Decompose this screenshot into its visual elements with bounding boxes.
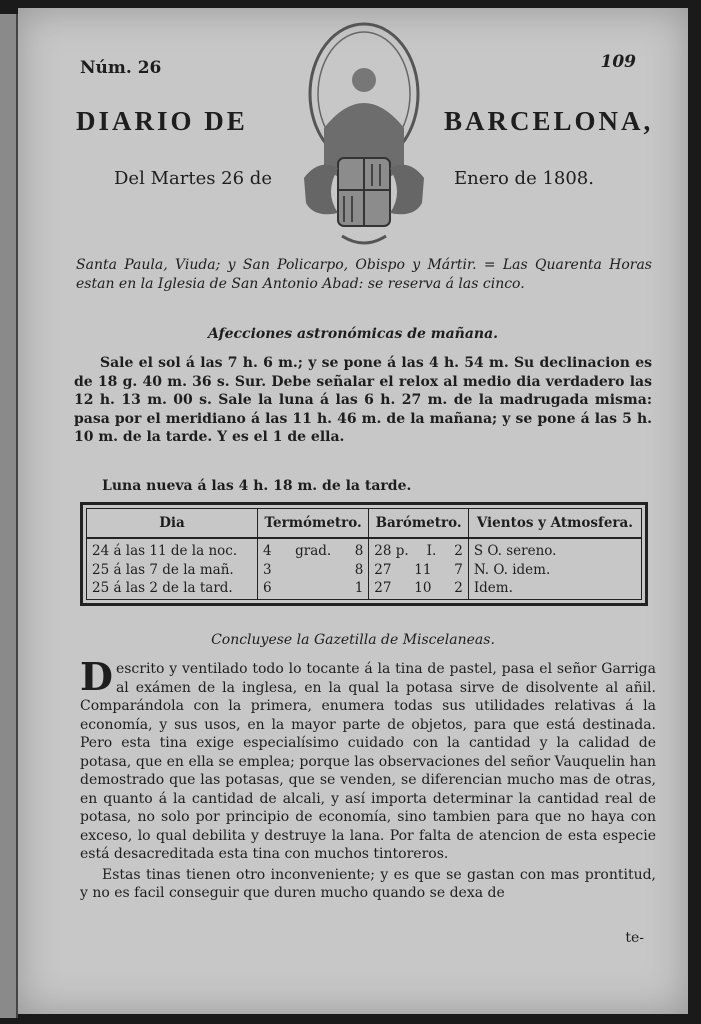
article-heading: Concluyese la Gazetilla de Miscelaneas. — [211, 632, 495, 648]
astronomy-text: Sale el sol á las 7 h. 6 m.; y se pone á las 4 h. 54 m. Su declinacion es de 18 g. 40 m. 36 s. Sur. Debe señalar el relox al medio dia verdadero las 12 h. 13 m. 00 s. Sale la luna á las 6 h. 27 m. de la madrugada misma: pasa por el meridiano á las 11 h. 46 m. de la mañana; y se pone á las 5 h. 10 m. de la tarde. Y es el 1 de ella. — [74, 355, 652, 445]
coat-of-arms-emblem — [284, 18, 444, 248]
article-paragraph-2: Estas tinas tienen otro inconveniente; y es que se gastan con mas prontitud, y no es facil conseguir que duren mucho quando se dexa de — [80, 866, 656, 901]
weather-table-frame — [80, 502, 648, 606]
cell-dia: 25 á las 7 de la mañ. — [87, 562, 258, 581]
baro-fraction: 7 — [454, 561, 463, 578]
page-number: 109 — [600, 52, 636, 72]
saints-of-day: Santa Paula, Viuda; y San Policarpo, Obispo y Mártir. = Las Quarenta Horas estan en la Iglesia de San Antonio Abad: se reserva á las cinco. — [76, 257, 652, 292]
newspaper-page — [18, 8, 688, 1014]
baro-value: 28 p. — [374, 543, 409, 559]
astronomy-heading: Afecciones astronómicas de mañana. — [207, 326, 499, 342]
table-header-row — [87, 509, 642, 539]
column-header-winds: Vientos y Atmosfera. — [468, 509, 641, 539]
issue-number: Núm. 26 — [80, 58, 162, 78]
thermo-value: 6 — [263, 580, 272, 597]
thermo-fraction: 1 — [354, 580, 364, 597]
cell-winds: Idem. — [473, 580, 513, 597]
table-row — [87, 562, 642, 581]
cell-winds: S O. sereno. — [473, 543, 557, 559]
article-paragraph-1 — [80, 654, 656, 864]
baro-value: 27 — [374, 561, 392, 578]
article-body — [80, 654, 656, 903]
baro-lines: 10 — [414, 580, 432, 597]
column-header-barometer: Barómetro. — [369, 509, 469, 539]
thermo-unit: grad. — [295, 543, 332, 559]
baro-value: 27 — [374, 580, 392, 597]
moon-phase-note: Luna nueva á las 4 h. 18 m. de la tarde. — [102, 478, 412, 494]
thermo-fraction: 8 — [354, 561, 364, 578]
baro-lines: I. — [426, 543, 437, 559]
book-page-edge — [0, 14, 18, 1018]
thermo-fraction: 8 — [354, 543, 364, 559]
column-header-thermometer: Termómetro. — [258, 509, 369, 539]
thermo-value: 4 — [263, 543, 272, 559]
date-line-left: Del Martes 26 de — [114, 168, 272, 189]
cell-barometer — [369, 538, 469, 562]
newspaper-title-right: BARCELONA, — [444, 106, 654, 136]
baro-lines: 11 — [414, 561, 432, 578]
drop-cap-letter: D — [80, 654, 113, 699]
table-row — [87, 580, 642, 599]
cell-barometer — [369, 580, 469, 599]
newspaper-title-left: DIARIO DE — [76, 106, 248, 136]
catchword: te- — [625, 930, 644, 946]
thermo-value: 3 — [263, 561, 272, 578]
cell-thermometer — [258, 538, 369, 562]
baro-fraction: 2 — [454, 543, 463, 559]
cell-thermometer — [258, 562, 369, 581]
date-line-right: Enero de 1808. — [454, 168, 594, 189]
table-row — [87, 538, 642, 562]
cell-dia: 25 á las 2 de la tard. — [87, 580, 258, 599]
cell-winds: N. O. idem. — [473, 561, 551, 578]
cell-dia: 24 á las 11 de la noc. — [87, 538, 258, 562]
baro-fraction: 2 — [454, 580, 463, 597]
column-header-dia: Dia — [87, 509, 258, 539]
weather-table — [86, 508, 642, 600]
cell-barometer — [369, 562, 469, 581]
paragraph-text: escrito y ventilado todo lo tocante á la tina de pastel, pasa el señor Garriga al exámen de la inglesa, en la qual la potasa sirve de disolvente al añil. Comparándola con la primera, enumera todas sus utilidades relativas á la economía, y sus usos, en la mayor parte de objetos, para que está destinada. Pero esta tina exige especialísimo cuidado con la cantidad y la calidad de potasa, que en ella se emplea; porque las observaciones del señor Vauquelin han demostrado que las potasas, que se venden, se diferencian mucho mas de otras, en quanto á la cantidad de alcali, y así importa determinar la cantidad real de potasa, no solo por principio de economía, sino tambien para que no haya con exceso, lo qual debilita y destruye la lana. Por falta de atencion de esta especie está desacreditada esta tina con muchos tintoreros. — [80, 661, 656, 862]
cell-thermometer — [258, 580, 369, 599]
